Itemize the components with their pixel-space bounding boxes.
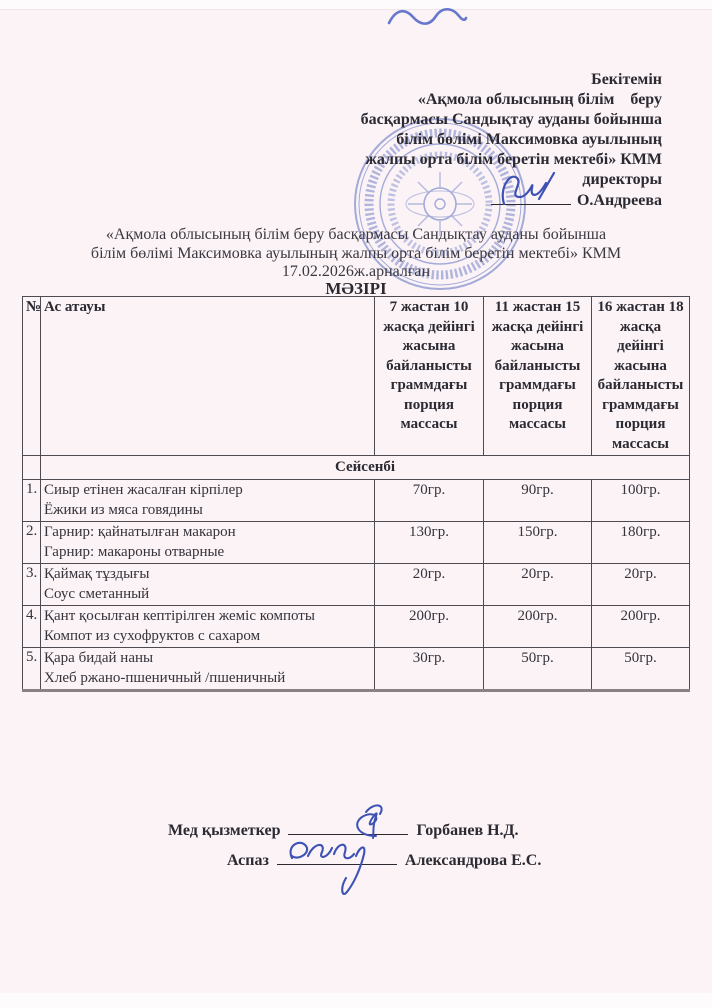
- dish-name-ru: Хлеб ржано-пшеничный /пшеничный: [44, 669, 286, 686]
- cook-signature-ink: [282, 832, 380, 901]
- dish-name-kz: Қант қосылған кептірілген жеміс компоты: [44, 608, 315, 624]
- portion-11-15: 50гр.: [484, 648, 592, 691]
- approval-block: [282, 70, 662, 211]
- approval-line: басқармасы Сандықтау ауданы бойынша: [360, 111, 662, 128]
- header-dish-name: Ас атауы: [41, 297, 375, 456]
- portion-16-18: 100гр.: [592, 480, 690, 522]
- portion-7-10: 200гр.: [375, 606, 484, 648]
- table-row: [23, 522, 690, 564]
- header-age-11-15: 11 жастан 15 жасқа дейінгі жасына байланысты граммдағы порция массасы: [484, 297, 592, 456]
- dish-name-kz: Гарнир: қайнатылған макарон: [44, 524, 236, 540]
- portion-7-10: 130гр.: [375, 522, 484, 564]
- approval-signature-row: [282, 190, 662, 211]
- subheader-line: білім бөлімі Максимовка ауылының жалпы орта білім беретін мектебі» КММ: [90, 244, 622, 262]
- day-row-empty-cell: [23, 456, 41, 480]
- subheader-line: «Ақмола облысының білім беру басқармасы Сандықтау ауданы бойынша: [105, 226, 607, 243]
- dish-name-kz: Сиыр етінен жасалған кірпілер: [44, 482, 243, 498]
- row-number: 5.: [23, 648, 41, 691]
- document-title: МӘЗІРІ: [325, 279, 387, 298]
- role-label: Аспаз: [227, 852, 269, 869]
- approval-line: «Ақмола облысының білім беру: [417, 91, 662, 108]
- portion-11-15: 90гр.: [484, 480, 592, 522]
- portion-16-18: 20гр.: [592, 564, 690, 606]
- dish-name-kz: Қаймақ тұздығы: [44, 566, 150, 582]
- signatory-name: Горбанев Н.Д.: [416, 822, 519, 839]
- table-header-row: [23, 297, 690, 456]
- menu-table: [22, 296, 690, 692]
- signatory-name: Александрова Е.С.: [404, 852, 542, 869]
- table-row: [23, 480, 690, 522]
- row-number: 4.: [23, 606, 41, 648]
- dish-name-ru: Соус сметанный: [44, 585, 150, 602]
- approval-signatory-name: О.Андреева: [576, 192, 662, 209]
- table-row: [23, 564, 690, 606]
- dish-cell: [41, 606, 375, 648]
- scan-edge-bottom: [0, 993, 712, 1008]
- portion-7-10: 20гр.: [375, 564, 484, 606]
- dish-name-kz: Қара бидай наны: [44, 650, 154, 666]
- director-signature-ink: [496, 166, 560, 217]
- row-number: 2.: [23, 522, 41, 564]
- portion-11-15: 20гр.: [484, 564, 592, 606]
- approval-line: жалпы орта білім беретін мектебі» КММ: [365, 151, 662, 168]
- portion-11-15: 200гр.: [484, 606, 592, 648]
- header-number: №: [23, 297, 41, 456]
- dish-name-ru: Компот из сухофруктов с сахаром: [44, 627, 261, 644]
- day-row: [23, 456, 690, 480]
- row-number: 3.: [23, 564, 41, 606]
- signature-line-cook: [227, 850, 541, 870]
- dish-cell: [41, 480, 375, 522]
- header-age-7-10: 7 жастан 10 жасқа дейінгі жасына байланысты граммдағы порция массасы: [375, 297, 484, 456]
- table-row: [23, 648, 690, 691]
- pen-scribble-mark: [386, 4, 468, 37]
- role-label: Мед қызметкер: [168, 822, 281, 839]
- table-row: [23, 606, 690, 648]
- approval-line: директоры: [582, 171, 662, 188]
- dish-name-ru: Гарнир: макароны отварные: [44, 543, 225, 560]
- header-age-16-18: 16 жастан 18 жасқа дейінгі жасына байланысты граммдағы порция массасы: [592, 297, 690, 456]
- dish-cell: [41, 564, 375, 606]
- portion-16-18: 50гр.: [592, 648, 690, 691]
- approval-line: Бекітемін: [591, 71, 662, 88]
- day-name: Сейсенбі: [41, 456, 690, 480]
- approval-line: білім бөлімі Максимовка ауылының: [396, 131, 662, 148]
- dish-cell: [41, 522, 375, 564]
- row-number: 1.: [23, 480, 41, 522]
- portion-7-10: 30гр.: [375, 648, 484, 691]
- dish-name-ru: Ёжики из мяса говядины: [44, 501, 203, 518]
- dish-cell: [41, 648, 375, 691]
- portion-11-15: 150гр.: [484, 522, 592, 564]
- portion-16-18: 180гр.: [592, 522, 690, 564]
- scan-edge-top: [0, 0, 712, 10]
- portion-7-10: 70гр.: [375, 480, 484, 522]
- subheader-block: [0, 226, 712, 282]
- subheader-line: 17.02.2026ж.арналған: [281, 263, 431, 280]
- portion-16-18: 200гр.: [592, 606, 690, 648]
